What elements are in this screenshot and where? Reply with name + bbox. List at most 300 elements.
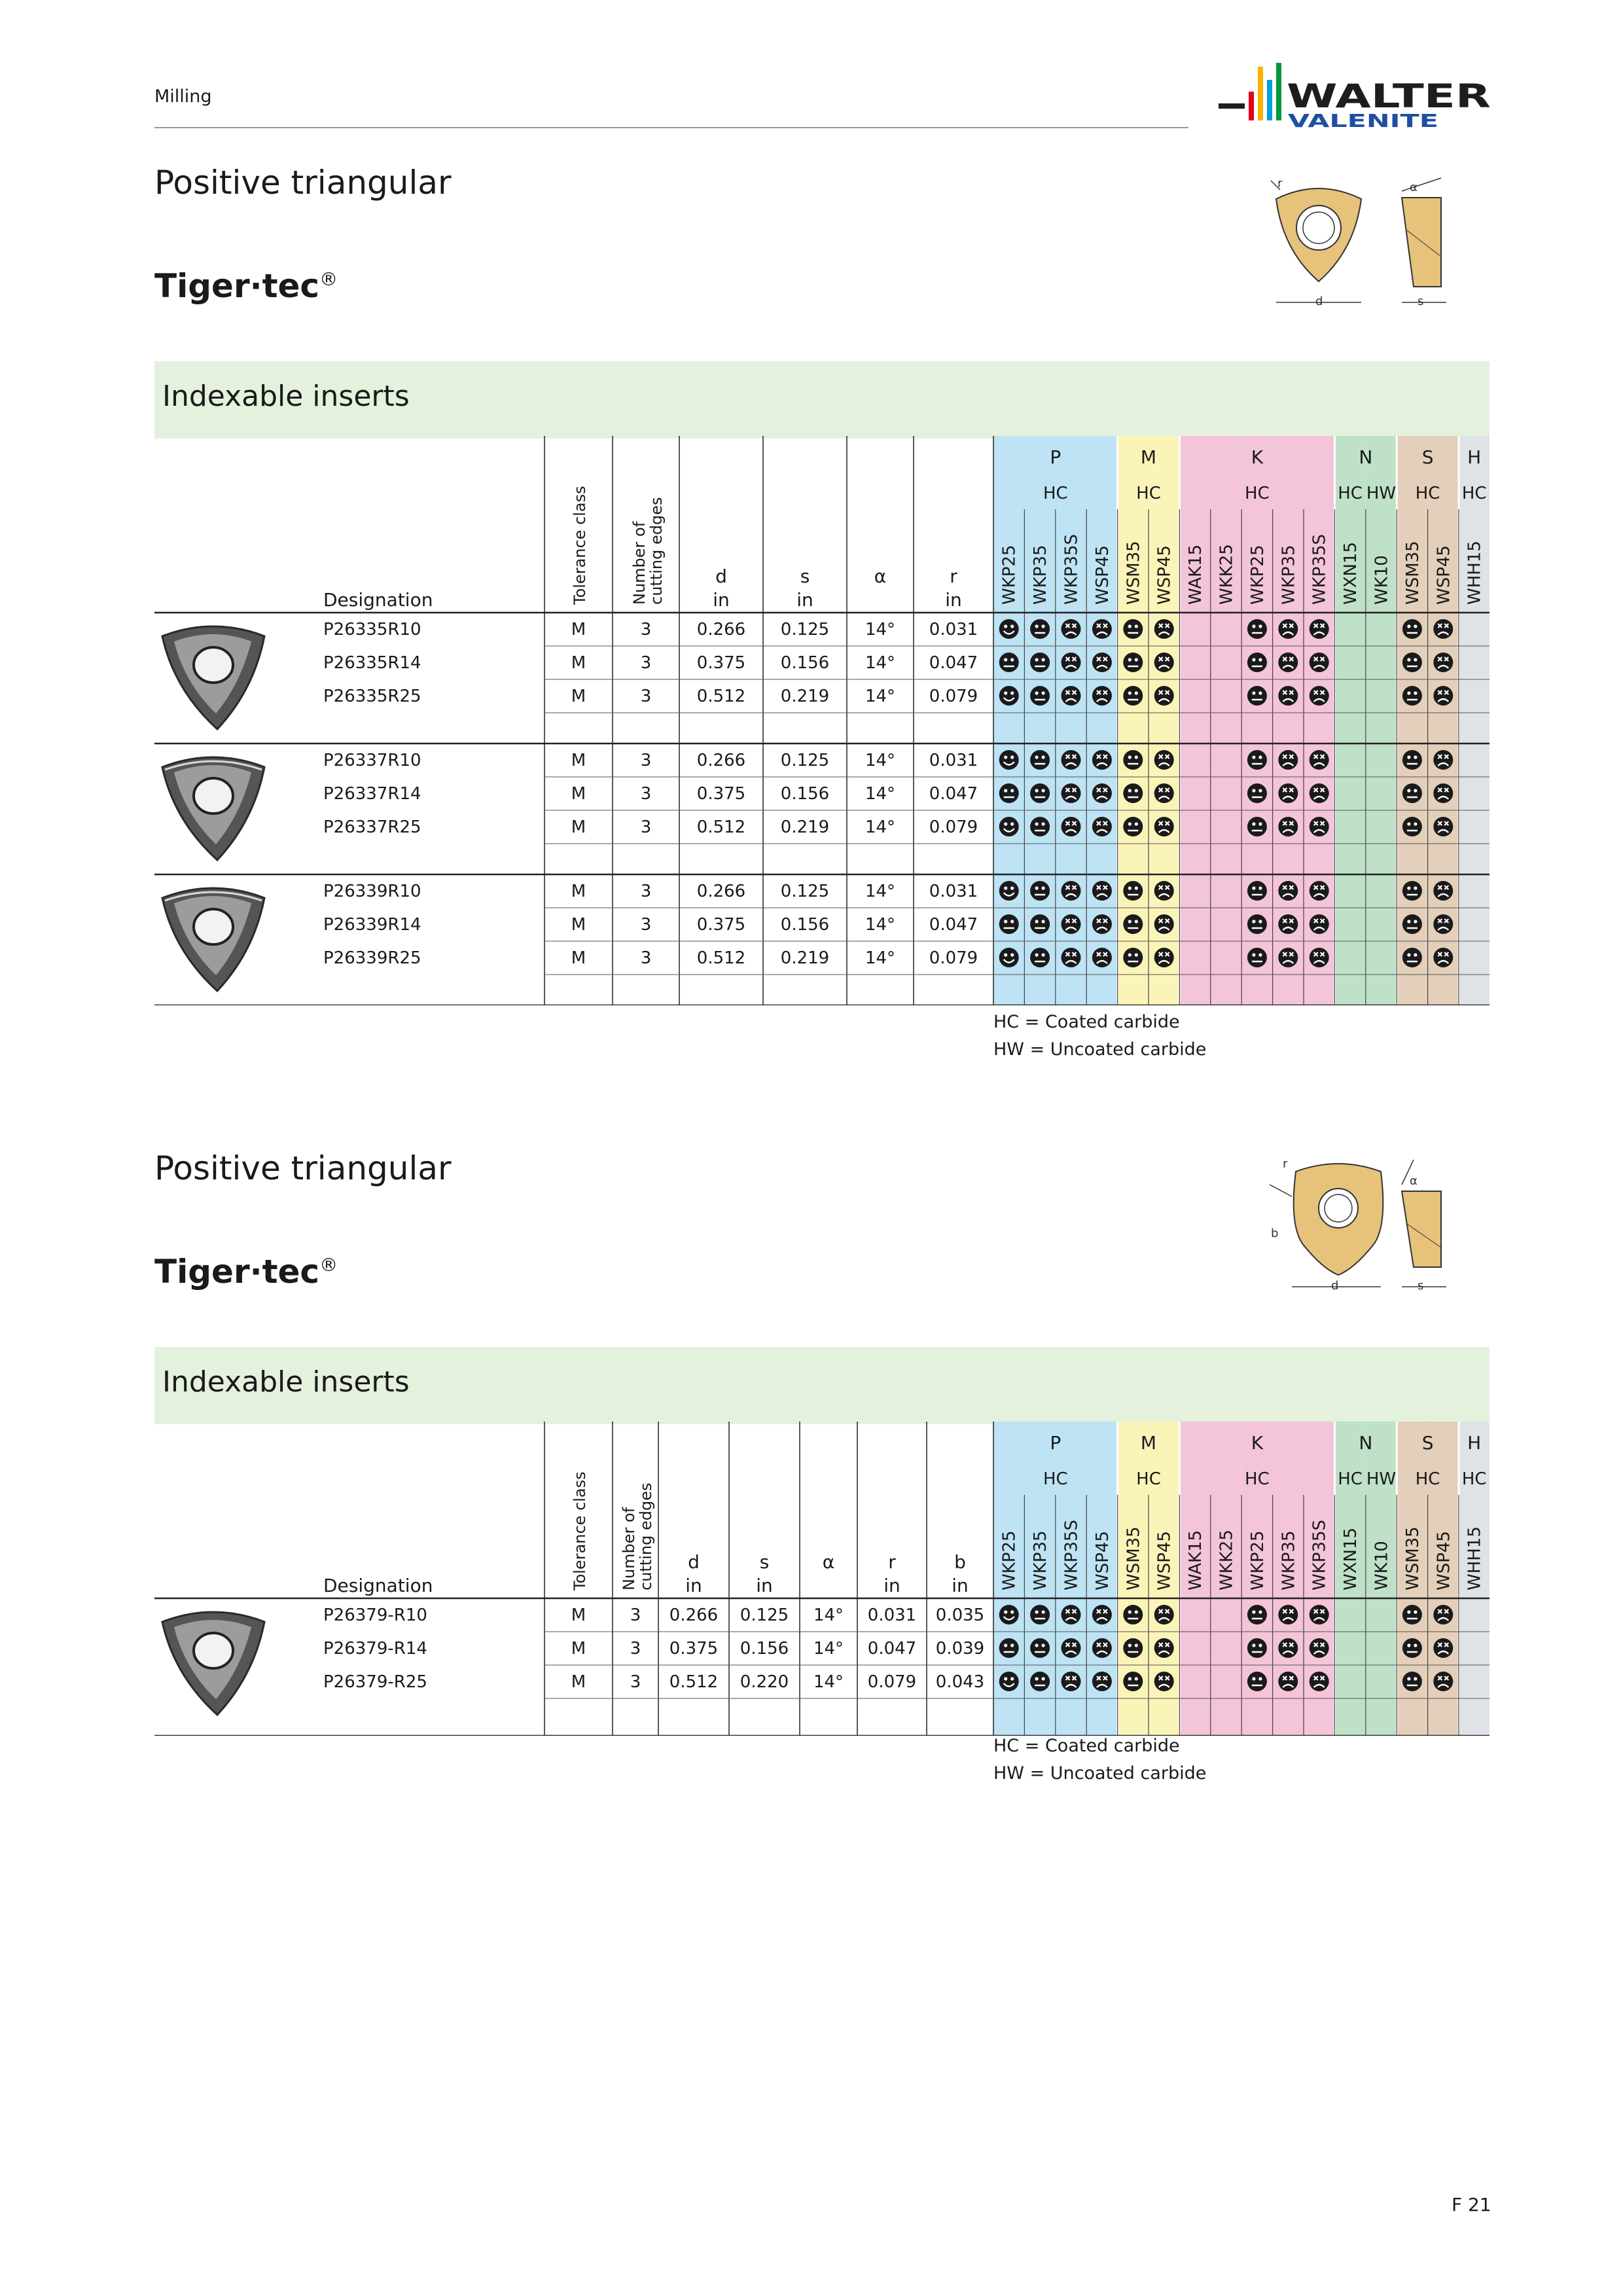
- cell-value: 0.047: [867, 1639, 917, 1659]
- grade-symbol-x: [1092, 1672, 1112, 1691]
- grade-header: WSM35: [1402, 1526, 1423, 1590]
- table-row: [323, 1605, 1453, 1625]
- cell-value: 0.031: [929, 751, 978, 770]
- grade-symbol-x: [1310, 881, 1329, 901]
- header-col-0: d: [688, 1551, 700, 1573]
- cell-value: 0.219: [780, 817, 830, 837]
- grade-symbol-x: [1310, 948, 1329, 967]
- table-row: [323, 817, 1453, 837]
- header-edges-2: cutting edges: [637, 1482, 655, 1590]
- cell-value: 3: [640, 751, 652, 770]
- grade-symbol-x: [1433, 686, 1453, 706]
- material-group-P: P: [1050, 1432, 1061, 1454]
- table-row: [323, 619, 1453, 639]
- grade-header: WKP25: [1247, 545, 1268, 605]
- header-col-3: r: [950, 565, 957, 587]
- material-sub-K: HC: [1245, 484, 1270, 503]
- grade-header: WKP35S: [1061, 1519, 1082, 1590]
- grade-symbol-x: [1433, 948, 1453, 967]
- header-unit-1: in: [756, 1575, 773, 1596]
- grade-symbol-g: [999, 619, 1019, 639]
- material-group-H: H: [1467, 1432, 1482, 1454]
- grade-symbol-n: [1123, 783, 1143, 803]
- grade-symbol-x: [1092, 783, 1112, 803]
- grade-symbol-n: [1123, 653, 1143, 672]
- cell-designation: P26379-R10: [323, 1605, 427, 1625]
- cell-value: 14°: [865, 653, 896, 673]
- grade-header: WSP45: [1092, 545, 1113, 605]
- material-group-P: P: [1050, 446, 1061, 468]
- grade-symbol-x: [1061, 783, 1081, 803]
- grade-header: WK10: [1372, 1541, 1392, 1590]
- grade-symbol-g: [999, 881, 1019, 901]
- cell-designation: P26337R14: [323, 784, 421, 804]
- material-sub-N-HC: HC: [1338, 1469, 1363, 1489]
- cell-value: M: [571, 784, 586, 804]
- grade-header: WKP35: [1279, 1530, 1299, 1590]
- cell-designation: P26339R14: [323, 915, 421, 935]
- material-group-S: S: [1421, 446, 1434, 468]
- grade-header: WHH15: [1465, 541, 1485, 605]
- grade-symbol-n: [1123, 817, 1143, 836]
- cell-value: 0.156: [780, 784, 830, 804]
- grade-symbol-x: [1310, 817, 1329, 836]
- dim2-alpha: α: [1410, 1174, 1418, 1188]
- material-sub-K: HC: [1245, 1469, 1270, 1489]
- grade-symbol-x: [1310, 1672, 1329, 1691]
- cell-value: 0.512: [669, 1672, 719, 1692]
- cell-designation: P26337R25: [323, 817, 421, 837]
- grade-symbol-x: [1310, 686, 1329, 706]
- grade-symbol-x: [1433, 881, 1453, 901]
- material-group-K: K: [1251, 446, 1264, 468]
- grade-symbol-x: [1278, 1605, 1298, 1624]
- cell-designation: P26339R25: [323, 948, 421, 968]
- grade-symbol-x: [1061, 619, 1081, 639]
- grade-symbol-x: [1061, 817, 1081, 836]
- cell-value: M: [571, 687, 586, 706]
- cell-value: 14°: [813, 1605, 844, 1625]
- grade-header: WKP25: [999, 545, 1020, 605]
- grade-symbol-x: [1310, 914, 1329, 934]
- section2-title: Positive triangular: [154, 1149, 452, 1187]
- table-row: [323, 750, 1453, 770]
- grade-symbol-n: [1030, 881, 1050, 901]
- cell-value: 0.512: [696, 817, 746, 837]
- grade-symbol-x: [1154, 619, 1174, 639]
- material-sub-P: HC: [1043, 1469, 1068, 1489]
- cell-value: 0.266: [669, 1605, 719, 1625]
- grade-symbol-n: [1247, 750, 1267, 770]
- grade-symbol-x: [1092, 750, 1112, 770]
- grade-symbol-g: [999, 686, 1019, 706]
- material-sub-P: HC: [1043, 484, 1068, 503]
- grade-symbol-n: [1402, 881, 1422, 901]
- grade-symbol-x: [1278, 750, 1298, 770]
- table-row: [323, 914, 1453, 935]
- grade-symbol-n: [1402, 1672, 1422, 1691]
- cell-value: 14°: [865, 751, 896, 770]
- grade-symbol-x: [1154, 653, 1174, 672]
- cell-value: M: [571, 1605, 586, 1625]
- grade-symbol-x: [1061, 881, 1081, 901]
- cell-value: M: [571, 620, 586, 639]
- insert-photo: [162, 888, 264, 991]
- grade-header: WSP45: [1154, 545, 1175, 605]
- inserts-table-2: [154, 1422, 1489, 1736]
- grade-symbol-n: [1247, 948, 1267, 967]
- grade-symbol-x: [1061, 914, 1081, 934]
- cell-value: 14°: [865, 817, 896, 837]
- cell-designation: P26339R10: [323, 882, 421, 901]
- table-row: [323, 783, 1453, 804]
- grade-symbol-x: [1061, 948, 1081, 967]
- header-col-2: α: [874, 565, 887, 587]
- section2-brand: Tiger·tec®: [154, 1253, 338, 1291]
- grade-symbol-x: [1278, 817, 1298, 836]
- cell-value: 0.035: [935, 1605, 985, 1625]
- grade-header: WSP45: [1154, 1531, 1175, 1590]
- grade-symbol-x: [1092, 1638, 1112, 1658]
- grade-symbol-n: [1247, 783, 1267, 803]
- grade-header: WAK15: [1186, 544, 1206, 605]
- cell-value: 0.512: [696, 948, 746, 968]
- section-label: Milling: [154, 86, 212, 107]
- cell-value: M: [571, 751, 586, 770]
- section1-band: Indexable inserts: [154, 361, 1489, 439]
- cell-value: 0.512: [696, 687, 746, 706]
- grade-symbol-x: [1154, 914, 1174, 934]
- grade-symbol-x: [1433, 1672, 1453, 1691]
- cell-value: M: [571, 948, 586, 968]
- grade-symbol-n: [1247, 653, 1267, 672]
- cell-value: 0.156: [740, 1639, 789, 1659]
- grade-symbol-n: [999, 1638, 1019, 1658]
- grade-symbol-n: [1030, 653, 1050, 672]
- grade-symbol-x: [1061, 1638, 1081, 1658]
- cell-value: M: [571, 1672, 586, 1692]
- grade-symbol-n: [1030, 783, 1050, 803]
- grade-symbol-n: [1123, 881, 1143, 901]
- header-unit-3: in: [883, 1575, 901, 1596]
- grade-symbol-x: [1092, 817, 1112, 836]
- dim2-s: s: [1418, 1279, 1424, 1293]
- grade-symbol-x: [1061, 686, 1081, 706]
- cell-value: M: [571, 653, 586, 673]
- cell-value: 0.047: [929, 653, 978, 673]
- grade-symbol-n: [1030, 750, 1050, 770]
- grade-symbol-n: [999, 783, 1019, 803]
- header-unit-0: in: [685, 1575, 702, 1596]
- grade-symbol-x: [1154, 750, 1174, 770]
- grade-symbol-x: [1278, 653, 1298, 672]
- cell-designation: P26337R10: [323, 751, 421, 770]
- grade-symbol-x: [1154, 948, 1174, 967]
- cell-value: 0.125: [780, 882, 830, 901]
- section2-band: Indexable inserts: [154, 1347, 1489, 1424]
- grade-symbol-n: [1030, 1605, 1050, 1624]
- header-tolerance: Tolerance class: [571, 486, 589, 605]
- grade-symbol-n: [1030, 948, 1050, 967]
- cell-value: 0.375: [696, 915, 746, 935]
- grade-symbol-n: [1123, 914, 1143, 934]
- cell-value: 0.156: [780, 915, 830, 935]
- grade-header: WSM35: [1124, 541, 1144, 605]
- grade-symbol-x: [1278, 783, 1298, 803]
- cell-value: 0.156: [780, 653, 830, 673]
- grade-symbol-x: [1154, 1638, 1174, 1658]
- cell-value: 0.266: [696, 882, 746, 901]
- cell-value: 0.079: [929, 687, 978, 706]
- cell-value: 3: [640, 915, 652, 935]
- cell-value: 3: [630, 1672, 641, 1692]
- grade-header: WKK25: [1217, 544, 1237, 605]
- table-row: [323, 948, 1453, 968]
- table-row: [323, 881, 1453, 901]
- material-sub-N-HW: HW: [1366, 484, 1397, 503]
- grade-header: WKP35: [1031, 1530, 1051, 1590]
- cell-value: M: [571, 817, 586, 837]
- cell-value: 0.079: [867, 1672, 917, 1692]
- cell-value: M: [571, 882, 586, 901]
- dim-s: s: [1418, 295, 1424, 308]
- grade-symbol-n: [1402, 750, 1422, 770]
- grade-symbol-n: [1402, 619, 1422, 639]
- cell-value: 0.219: [780, 687, 830, 706]
- logo-word-2: VALENITE: [1288, 110, 1438, 132]
- grade-symbol-n: [1123, 686, 1143, 706]
- grade-symbol-x: [1310, 653, 1329, 672]
- dim2-d: d: [1331, 1279, 1339, 1293]
- section1-brand: Tiger·tec®: [154, 267, 338, 305]
- material-sub-N-HC: HC: [1338, 484, 1363, 503]
- cell-value: 0.043: [935, 1672, 985, 1692]
- grade-symbol-n: [1030, 817, 1050, 836]
- grade-symbol-x: [1061, 653, 1081, 672]
- grade-symbol-n: [1402, 817, 1422, 836]
- inserts-table-1: [154, 436, 1489, 1005]
- grade-symbol-x: [1154, 881, 1174, 901]
- material-group-N: N: [1359, 446, 1373, 468]
- grade-symbol-n: [1247, 619, 1267, 639]
- grade-symbol-x: [1061, 1672, 1081, 1691]
- material-group-M: M: [1140, 446, 1157, 468]
- grade-symbol-x: [1092, 914, 1112, 934]
- cell-value: 3: [640, 687, 652, 706]
- header-edges-1: Number of: [620, 1507, 638, 1590]
- grade-symbol-x: [1278, 619, 1298, 639]
- grade-symbol-x: [1092, 619, 1112, 639]
- grade-symbol-g: [999, 1672, 1019, 1691]
- grade-symbol-n: [1123, 948, 1143, 967]
- walter-valenite-logo: [1219, 62, 1493, 134]
- grade-symbol-x: [1433, 914, 1453, 934]
- legend-hw-2: HW = Uncoated carbide: [993, 1763, 1207, 1784]
- cell-value: 3: [630, 1639, 641, 1659]
- header-col-0: d: [715, 565, 727, 587]
- material-group-S: S: [1421, 1432, 1434, 1454]
- grade-symbol-x: [1278, 948, 1298, 967]
- grade-symbol-x: [1092, 881, 1112, 901]
- material-group-K: K: [1251, 1432, 1264, 1454]
- grade-symbol-x: [1154, 783, 1174, 803]
- grade-symbol-x: [1278, 686, 1298, 706]
- grade-symbol-x: [1154, 1605, 1174, 1624]
- cell-value: 0.079: [929, 948, 978, 968]
- grade-symbol-n: [1402, 914, 1422, 934]
- grade-symbol-x: [1310, 1638, 1329, 1658]
- header-col-1: s: [759, 1551, 770, 1573]
- grade-symbol-n: [1030, 686, 1050, 706]
- grade-symbol-x: [1092, 1605, 1112, 1624]
- cell-value: 0.219: [780, 948, 830, 968]
- grade-symbol-g: [999, 817, 1019, 836]
- grade-symbol-n: [1402, 948, 1422, 967]
- cell-value: 3: [640, 948, 652, 968]
- section1-title: Positive triangular: [154, 164, 452, 202]
- grade-symbol-n: [1247, 817, 1267, 836]
- grade-symbol-n: [1123, 619, 1143, 639]
- grade-symbol-n: [1123, 1605, 1143, 1624]
- insert-photo: [162, 626, 264, 729]
- grade-header: WKP35: [1279, 545, 1299, 605]
- grade-symbol-n: [999, 653, 1019, 672]
- header-col-2: α: [822, 1551, 835, 1573]
- cell-value: 3: [640, 653, 652, 673]
- cell-designation: P26379-R14: [323, 1639, 427, 1659]
- grade-header: WKP25: [1247, 1530, 1268, 1590]
- header-edges-2: cutting edges: [647, 497, 666, 605]
- page-number: F 21: [1452, 2194, 1491, 2215]
- header-designation: Designation: [323, 589, 433, 611]
- dim2-b: b: [1271, 1227, 1279, 1240]
- grade-symbol-n: [1402, 783, 1422, 803]
- material-sub-H: HC: [1461, 1469, 1487, 1489]
- cell-value: 14°: [865, 620, 896, 639]
- header-col-3: r: [888, 1551, 896, 1573]
- insert-photo: [162, 757, 264, 860]
- grade-symbol-n: [1030, 1672, 1050, 1691]
- cell-value: 3: [640, 784, 652, 804]
- grade-header: WAK15: [1186, 1530, 1206, 1590]
- cell-value: 0.125: [780, 751, 830, 770]
- material-sub-S: HC: [1415, 484, 1440, 503]
- cell-designation: P26379-R25: [323, 1672, 427, 1692]
- material-group-M: M: [1140, 1432, 1157, 1454]
- grade-symbol-n: [1123, 1672, 1143, 1691]
- grade-symbol-n: [1402, 686, 1422, 706]
- cell-value: 0.047: [929, 915, 978, 935]
- grade-header: WSP45: [1092, 1531, 1113, 1590]
- grade-symbol-g: [999, 1605, 1019, 1624]
- grade-header: WSM35: [1124, 1526, 1144, 1590]
- cell-value: 0.125: [740, 1605, 789, 1625]
- grade-symbol-x: [1278, 914, 1298, 934]
- cell-value: 0.266: [696, 751, 746, 770]
- header-designation: Designation: [323, 1575, 433, 1596]
- cell-designation: P26335R10: [323, 620, 421, 639]
- grade-symbol-x: [1433, 817, 1453, 836]
- cell-value: 0.375: [696, 653, 746, 673]
- cell-value: 0.039: [935, 1639, 985, 1659]
- cell-value: 3: [640, 817, 652, 837]
- grade-header: WKP35S: [1310, 533, 1330, 605]
- grade-symbol-x: [1061, 750, 1081, 770]
- grade-symbol-x: [1310, 750, 1329, 770]
- dim2-r: r: [1283, 1158, 1288, 1171]
- cell-value: 0.375: [669, 1639, 719, 1659]
- cell-value: M: [571, 915, 586, 935]
- grade-header: WKP35: [1031, 545, 1051, 605]
- grade-symbol-x: [1310, 1605, 1329, 1624]
- grade-symbol-x: [1310, 619, 1329, 639]
- grade-header: WKP35S: [1061, 533, 1082, 605]
- grade-header: WHH15: [1465, 1526, 1485, 1590]
- dim-alpha: α: [1410, 181, 1418, 194]
- cell-designation: P26335R25: [323, 687, 421, 706]
- cell-value: 0.375: [696, 784, 746, 804]
- grade-symbol-x: [1092, 686, 1112, 706]
- material-sub-H: HC: [1461, 484, 1487, 503]
- grade-symbol-x: [1433, 783, 1453, 803]
- cell-value: 14°: [865, 784, 896, 804]
- insert-photo: [162, 1612, 264, 1715]
- header-edges-1: Number of: [630, 521, 649, 605]
- header-unit-0: in: [713, 589, 730, 611]
- grade-symbol-x: [1061, 1605, 1081, 1624]
- cell-value: 3: [640, 882, 652, 901]
- grade-symbol-n: [1247, 1605, 1267, 1624]
- header-rule: [154, 127, 1188, 128]
- cell-value: 14°: [813, 1639, 844, 1659]
- header-unit-1: in: [796, 589, 813, 611]
- grade-symbol-x: [1154, 1672, 1174, 1691]
- cell-value: 0.031: [929, 882, 978, 901]
- grade-symbol-x: [1433, 1605, 1453, 1624]
- material-sub-S: HC: [1415, 1469, 1440, 1489]
- cell-value: 3: [630, 1605, 641, 1625]
- header-col-1: s: [800, 565, 810, 587]
- grade-symbol-n: [1247, 1638, 1267, 1658]
- cell-value: M: [571, 1639, 586, 1659]
- grade-symbol-g: [999, 750, 1019, 770]
- grade-symbol-x: [1433, 1638, 1453, 1658]
- dim-r: r: [1277, 177, 1283, 190]
- grade-symbol-x: [1154, 817, 1174, 836]
- grade-symbol-g: [999, 948, 1019, 967]
- grade-header: WXN15: [1341, 541, 1361, 605]
- grade-symbol-n: [1247, 881, 1267, 901]
- header-col-4: b: [954, 1551, 966, 1573]
- grade-header: WKK25: [1217, 1530, 1237, 1590]
- header-tolerance: Tolerance class: [571, 1471, 589, 1590]
- header-unit-4: in: [952, 1575, 969, 1596]
- table-row: [323, 653, 1453, 673]
- material-group-H: H: [1467, 446, 1482, 468]
- grade-symbol-x: [1092, 948, 1112, 967]
- cell-value: 0.125: [780, 620, 830, 639]
- grade-symbol-x: [1310, 783, 1329, 803]
- insert-diagram-2: [1257, 1158, 1492, 1296]
- grade-symbol-n: [1247, 914, 1267, 934]
- cell-designation: P26335R14: [323, 653, 421, 673]
- grade-symbol-n: [1030, 619, 1050, 639]
- table-row: [323, 1638, 1453, 1659]
- cell-value: 14°: [865, 687, 896, 706]
- grade-symbol-n: [1402, 653, 1422, 672]
- grade-symbol-n: [1402, 1605, 1422, 1624]
- cell-value: 14°: [865, 915, 896, 935]
